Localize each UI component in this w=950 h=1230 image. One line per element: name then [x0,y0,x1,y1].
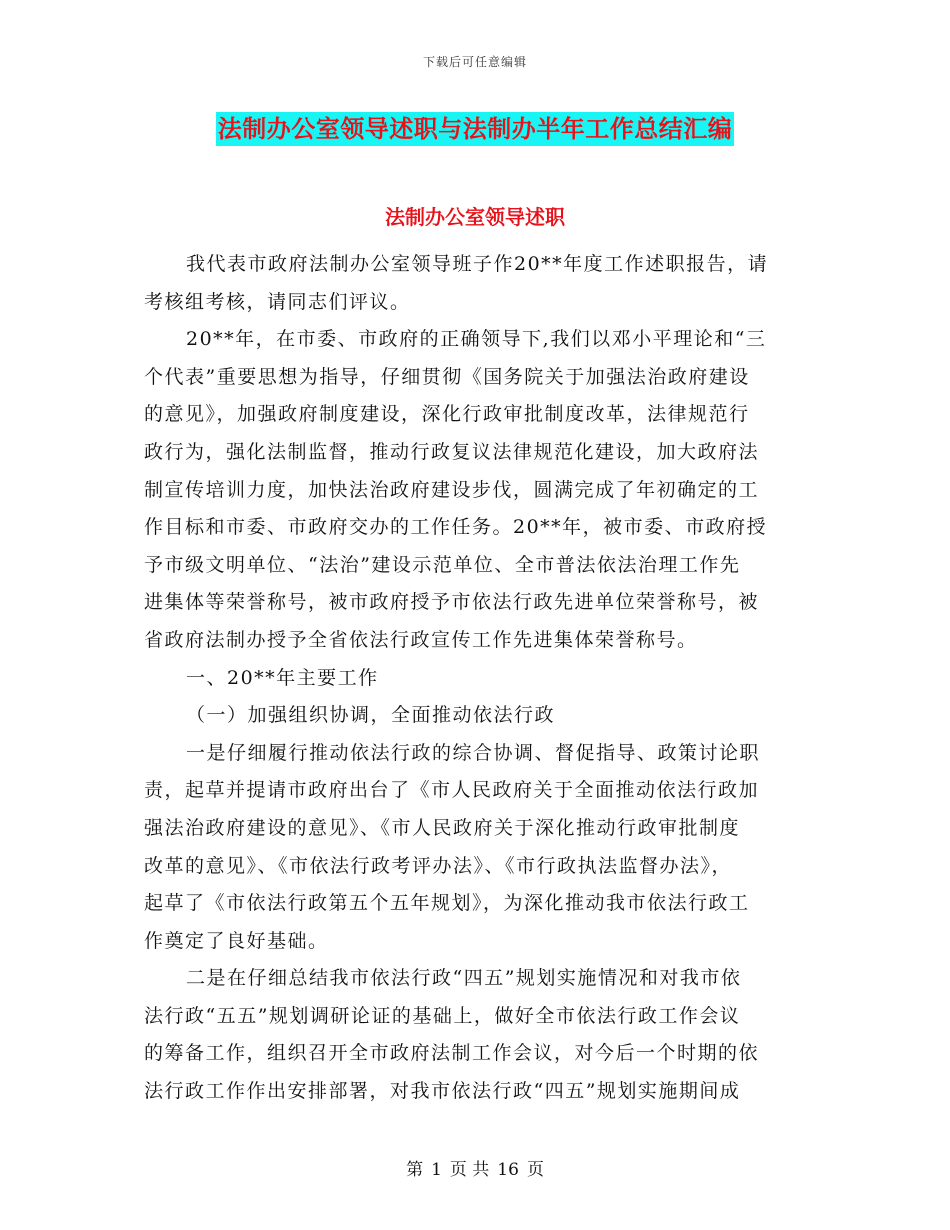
text-line: 作奠定了良好基础。 [144,929,329,952]
footer-total-pages: 16 [497,1160,519,1180]
text-line: 作目标和市委、市政府交办的工作任务。20**年，被市委、市政府授 [144,516,768,539]
header-note: 下载后可任意编辑 [422,55,527,69]
text-line: 责，起草并提请市政府出台了《市人民政府关于全面推动依法行政加 [144,779,760,802]
text-line: 法行政“五五”规划调研论证的基础上，做好全市依法行政工作会议 [144,1004,741,1027]
text-line: 个代表”重要思想为指导，仔细贯彻《国务院关于加强法治政府建设 [144,365,750,388]
text-line: 改革的意见》、《市依法行政考评办法》、《市行政执法监督办法》， [144,854,733,877]
footer-prefix: 第 [406,1160,424,1180]
text-line: 的意见》，加强政府制度建设，深化行政审批制度改革，法律规范行 [144,403,750,426]
text-line: （一）加强组织协调，全面推动依法行政 [186,704,556,727]
text-line: 二是在仔细总结我市依法行政“四五”规划实施情况和对我市依 [186,967,742,990]
text-line: 强法治政府建设的意见》、《市人民政府关于深化推动行政审批制度 [144,816,741,839]
text-line: 制宣传培训力度，加快法治政府建设步伐，圆满完成了年初确定的工 [144,478,760,501]
text-line: 予市级文明单位、“法治”建设示范单位、全市普法依法治理工作先 [144,553,741,576]
text-line: 的筹备工作，组织召开全市政府法制工作会议，对今后一个时期的依 [144,1042,760,1065]
body-text [144,246,806,1111]
text-line: 政行为，强化法制监督，推动行政复议法律规范化建设，加大政府法 [144,440,760,463]
footer-suffix: 页 [526,1160,544,1180]
text-line: 一、20**年主要工作 [186,666,379,689]
main-title-container [0,112,950,146]
text-line: 法行政工作作出安排部署，对我市依法行政“四五”规划实施期间成 [144,1080,741,1103]
footer-mid: 页 共 [449,1160,490,1180]
text-line: 我代表市政府法制办公室领导班子作20**年度工作述职报告，请 [186,253,769,275]
section-title: 法制办公室领导述职 [385,205,565,229]
footer-page-number: 1 [431,1160,442,1180]
text-line: 省政府法制办授予全省依法行政宣传工作先进集体荣誉称号。 [144,628,698,651]
text-line: 起草了《市依法行政第五个五年规划》，为深化推动我市依法行政工 [144,892,750,915]
text-line: 一是仔细履行推动依法行政的综合协调、督促指导、政策讨论职 [186,741,761,764]
page-footer [0,1155,950,1180]
main-title: 法制办公室领导述职与法制办半年工作总结汇编 [216,112,735,146]
text-line: 考核组考核，请同志们评议。 [144,290,411,313]
text-line: 进集体等荣誉称号，被市政府授予市依法行政先进单位荣誉称号，被 [144,591,760,614]
text-line: 20**年，在市委、市政府的正确领导下,我们以邓小平理论和“三 [186,328,767,351]
